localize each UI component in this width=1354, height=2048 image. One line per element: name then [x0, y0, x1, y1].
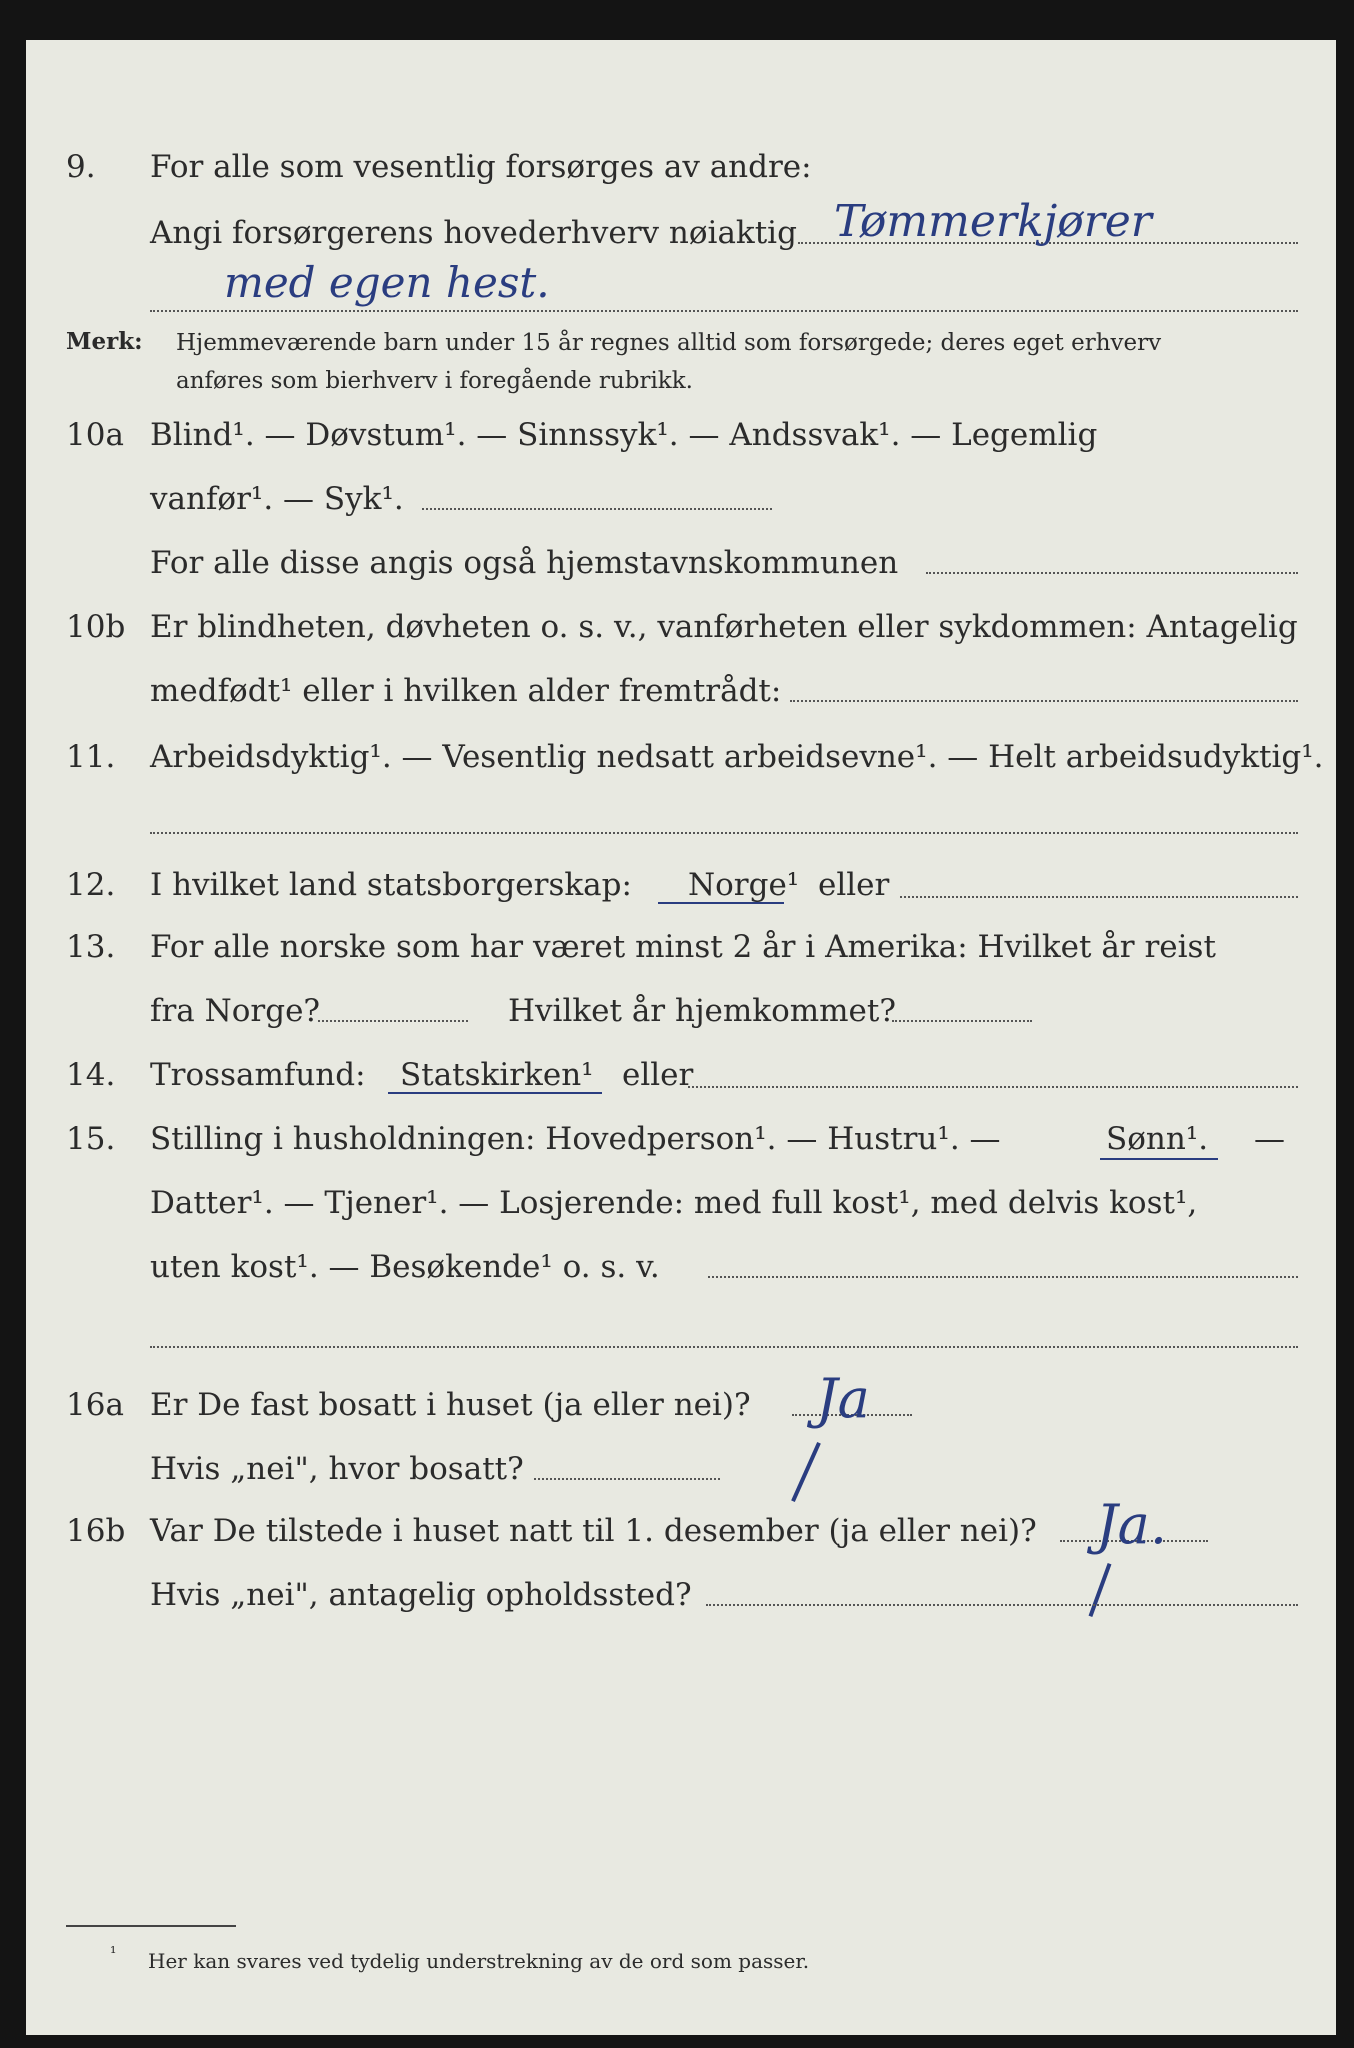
merk-line1: Hjemmeværende barn under 15 år regnes alltid som forsørgede; deres eget erhverv	[176, 330, 1162, 356]
q15-sonn-underline	[1100, 1158, 1218, 1160]
q12-norge-underline	[658, 902, 784, 904]
q16b-line1: Var De tilstede i huset natt til 1. desember (ja eller nei)?	[150, 1513, 1037, 1549]
q12-option-norge: Norge¹	[688, 867, 800, 903]
q16a-line2: Hvis „nei", hvor bosatt?	[150, 1451, 524, 1487]
q16a-handwritten-answer: Ja	[816, 1367, 870, 1430]
merk-line2: anføres som bierhverv i foregående rubrikk.	[176, 368, 693, 394]
q16a-line1: Er De fast bosatt i huset (ja eller nei)?	[150, 1387, 751, 1423]
q12-suffix: eller	[818, 867, 890, 903]
q15-line1a: Stilling i husholdningen: Hovedperson¹. — Hustru¹. —	[150, 1121, 1001, 1157]
q9-answer-line2	[150, 310, 1298, 312]
q10a-line3: For alle disse angis også hjemstavnskommunen	[150, 545, 899, 581]
q14-number: 14.	[66, 1057, 116, 1093]
q15-number: 15.	[66, 1121, 116, 1157]
q11-number: 11.	[66, 739, 116, 775]
q16a-bosatt-line	[534, 1478, 720, 1480]
q16b-opholdssted-line	[706, 1604, 1298, 1606]
q10a-line1: Blind¹. — Døvstum¹. — Sinnssyk¹. — Andssvak¹. — Legemlig	[150, 417, 1098, 453]
q16b-number: 16b	[66, 1513, 126, 1549]
q15-option-sonn: Sønn¹.	[1106, 1121, 1209, 1157]
q15-line2: Datter¹. — Tjener¹. — Losjerende: med full kost¹, med delvis kost¹,	[150, 1185, 1198, 1221]
q15-extra-line	[150, 1346, 1298, 1348]
q13-line2a: fra Norge?	[150, 993, 321, 1029]
q16b-answer-stroke	[1089, 1563, 1112, 1617]
q10a-answer-line	[422, 508, 772, 510]
q12-prefix: I hvilket land statsborgerskap:	[150, 867, 632, 903]
q13-number: 13.	[66, 929, 116, 965]
q13-line1: For alle norske som har været minst 2 år i Amerika: Hvilket år reist	[150, 929, 1216, 965]
q14-prefix: Trossamfund:	[150, 1057, 366, 1093]
q16a-number: 16a	[66, 1387, 124, 1423]
q13-line2b: Hvilket år hjemkommet?	[508, 993, 896, 1029]
q14-option-statskirken: Statskirken¹	[400, 1057, 594, 1093]
q9-handwritten-answer1: Tømmerkjører	[834, 196, 1152, 247]
q13-reist-line	[318, 1020, 468, 1022]
q10b-number: 10b	[66, 609, 126, 645]
footnote-mark: ¹	[110, 1943, 117, 1962]
q16b-line2: Hvis „nei", antagelig opholdssted?	[150, 1577, 692, 1613]
q15-answer-line	[708, 1276, 1298, 1278]
q14-statskirken-underline	[388, 1092, 602, 1094]
q9-handwritten-answer2: med egen hest.	[224, 258, 550, 307]
q14-suffix: eller	[622, 1057, 694, 1093]
footnote-text: Her kan svares ved tydelig understrekning av de ord som passer.	[148, 1949, 810, 1973]
q15-line1c: —	[1254, 1121, 1285, 1157]
q13-hjemkommet-line	[892, 1020, 1032, 1022]
q11-line1: Arbeidsdyktig¹. — Vesentlig nedsatt arbeidsevne¹. — Helt arbeidsudyktig¹.	[150, 739, 1324, 775]
q10a-number: 10a	[66, 417, 124, 453]
q10b-answer-line	[790, 700, 1298, 702]
q9-line2: Angi forsørgerens hovederhverv nøiaktig	[150, 215, 797, 251]
q10b-line1: Er blindheten, døvheten o. s. v., vanførheten eller sykdommen: Antagelig	[150, 609, 1298, 645]
q16a-answer-stroke	[791, 1442, 821, 1502]
q12-answer-line	[900, 896, 1298, 898]
footnote-rule	[66, 1925, 236, 1927]
q10a-hjemstavn-line	[926, 572, 1298, 574]
q9-number: 9.	[66, 149, 96, 185]
q15-line3: uten kost¹. — Besøkende¹ o. s. v.	[150, 1249, 660, 1285]
q9-line1: For alle som vesentlig forsørges av andre:	[150, 149, 812, 185]
q16b-handwritten-answer: Ja.	[1096, 1493, 1168, 1556]
census-form-page	[26, 40, 1336, 2035]
q14-answer-line	[688, 1086, 1298, 1088]
q11-answer-line	[150, 832, 1298, 834]
q12-number: 12.	[66, 867, 116, 903]
q10a-line2: vanfør¹. — Syk¹.	[150, 481, 404, 517]
q10b-line2: medfødt¹ eller i hvilken alder fremtrådt:	[150, 673, 782, 709]
merk-label: Merk:	[66, 328, 143, 355]
